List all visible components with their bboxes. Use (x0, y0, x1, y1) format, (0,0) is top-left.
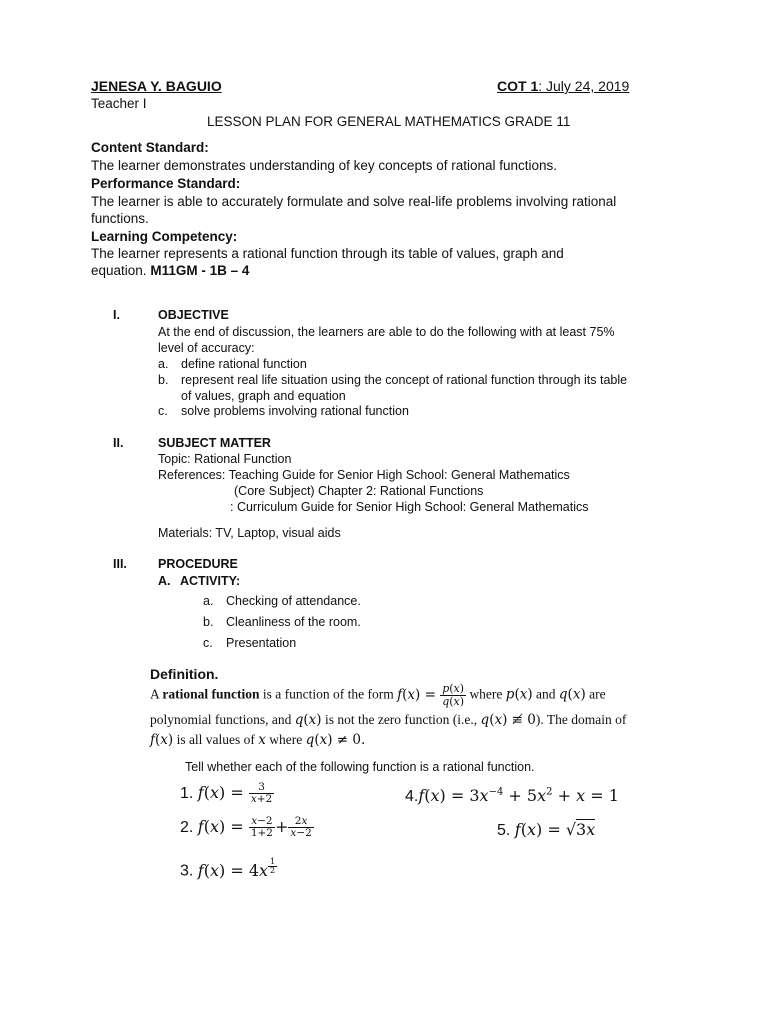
cot-line (497, 78, 629, 94)
cot-date: : July 24, 2019 (538, 78, 630, 94)
subject-numeral: II. (113, 436, 124, 450)
math-expression: q(x) ≠ 0. (305, 732, 366, 748)
math-expression: q(x) (294, 712, 322, 728)
activity-step-text: Presentation (226, 636, 297, 650)
activity-step-text: Checking of attendance. (226, 594, 361, 608)
math-expression: f(x) = $\frac{p(x)}{q(x)}$ (397, 682, 465, 708)
exercise-item-3 (180, 858, 277, 881)
objective-item-text: solve problems involving rational function (181, 404, 409, 418)
subject-reference-3: : Curriculum Guide for Senior High School: General Mathematics (230, 500, 589, 514)
exercise-number: 5. (497, 822, 511, 839)
exercise-item-2 (180, 816, 314, 839)
subject-reference-1: References: Teaching Guide for Senior High School: General Mathematics (158, 468, 570, 482)
objective-item-letter: b. (158, 373, 169, 387)
learning-competency-line1: The learner represents a rational function through its table of values, graph and (91, 246, 564, 261)
definition-title: Definition. (150, 666, 219, 682)
math-expression: f(x) = √3x (514, 820, 596, 839)
objective-intro-line1: At the end of discussion, the learners are able to do the following with at least 75% (158, 325, 615, 339)
definition-line1 (150, 683, 606, 707)
definition-term: rational function (162, 686, 260, 702)
definition-text: where (265, 732, 306, 747)
subject-reference-2: (Core Subject) Chapter 2: Rational Functions (234, 484, 484, 498)
objective-heading: OBJECTIVE (158, 308, 229, 322)
objective-item-letter: c. (158, 404, 168, 418)
math-expression: q(x) (558, 686, 586, 703)
activity-step-text: Cleanliness of the room. (226, 615, 361, 629)
objective-item-text: represent real life situation using the concept of rational function through its table (181, 373, 628, 387)
math-expression: q(x) ≢ 0 (480, 712, 536, 728)
subject-topic: Topic: Rational Function (158, 452, 292, 466)
plan-title: LESSON PLAN FOR GENERAL MATHEMATICS GRADE 11 (207, 114, 571, 129)
definition-text: ). The domain of (535, 712, 627, 727)
math-expression: f(x) = $\frac{3}{x+2}$ (197, 781, 273, 806)
definition-text: polynomial functions, and (150, 712, 295, 727)
definition-text: is a function of the form (259, 686, 398, 702)
content-standard-text: The learner demonstrates understanding of key concepts of rational functions. (91, 158, 558, 173)
objective-item (158, 357, 307, 371)
objective-item-continuation: of values, graph and equation (181, 389, 346, 403)
math-expression: f(x) (150, 732, 174, 748)
definition-text: and (532, 686, 559, 702)
activity-letter: A. (158, 574, 171, 588)
definition-line2 (150, 712, 626, 728)
teacher-position: Teacher I (91, 96, 147, 111)
exercise-number: 1. (180, 785, 194, 803)
content-standard-label: Content Standard: (91, 140, 209, 155)
definition-text: are (585, 686, 606, 702)
exercise-number: 2. (180, 819, 194, 837)
performance-standard-line1: The learner is able to accurately formulate and solve real-life problems involving rational (91, 194, 617, 209)
subject-materials: Materials: TV, Laptop, visual aids (158, 526, 341, 540)
objective-numeral: I. (113, 308, 120, 322)
objective-item (158, 404, 409, 418)
definition-text: is all values of (173, 732, 259, 747)
activity-step-letter: a. (203, 594, 214, 608)
exercise-item-1 (180, 782, 274, 805)
math-expression: f(x) = $\frac{x-2}{1+2}$ + $\frac{2x}{x-2}$ (197, 815, 312, 840)
competency-code: M11GM - 1B – 4 (150, 263, 250, 278)
activity-step (203, 636, 297, 650)
activity-step (203, 594, 361, 608)
performance-standard-line2: functions. (91, 211, 149, 226)
math-expression: $f(x) = 3x^{-4} + 5x^2 + x = 1$ (418, 786, 619, 805)
activity-step-letter: b. (203, 615, 214, 629)
activity-heading (158, 574, 241, 588)
exercise-number: 3. (180, 862, 194, 880)
definition-text: A (150, 686, 163, 702)
activity-step-letter: c. (203, 636, 213, 650)
learning-competency-label: Learning Competency: (91, 229, 238, 244)
subject-heading: SUBJECT MATTER (158, 436, 271, 450)
cot-label: COT 1 (497, 78, 539, 94)
objective-item (158, 373, 628, 387)
exercise-number: 4. (405, 788, 419, 805)
objective-intro-line2: level of accuracy: (158, 341, 255, 355)
definition-line3 (150, 732, 365, 748)
procedure-heading: PROCEDURE (158, 557, 238, 571)
activity-label: ACTIVITY: (180, 574, 241, 588)
objective-item-text: define rational function (181, 357, 307, 371)
teacher-name: JENESA Y. BAGUIO (91, 78, 222, 94)
exercise-instruction: Tell whether each of the following function is a rational function. (185, 760, 535, 774)
definition-text: where (466, 686, 506, 702)
math-expression: x (258, 732, 266, 748)
math-expression: p(x) (505, 686, 533, 703)
competency-line2-text: equation. (91, 263, 147, 278)
math-expression: f(x) = 4x $^{\frac{1}{2}}$ (197, 857, 276, 880)
definition-text: is not the zero function (i.e., (321, 712, 481, 727)
objective-item-letter: a. (158, 357, 169, 371)
performance-standard-label: Performance Standard: (91, 176, 241, 191)
exercise-item-5 (497, 820, 595, 840)
procedure-numeral: III. (113, 557, 127, 571)
learning-competency-line2 (91, 263, 249, 278)
activity-step (203, 615, 361, 629)
exercise-item-4 (405, 786, 619, 806)
